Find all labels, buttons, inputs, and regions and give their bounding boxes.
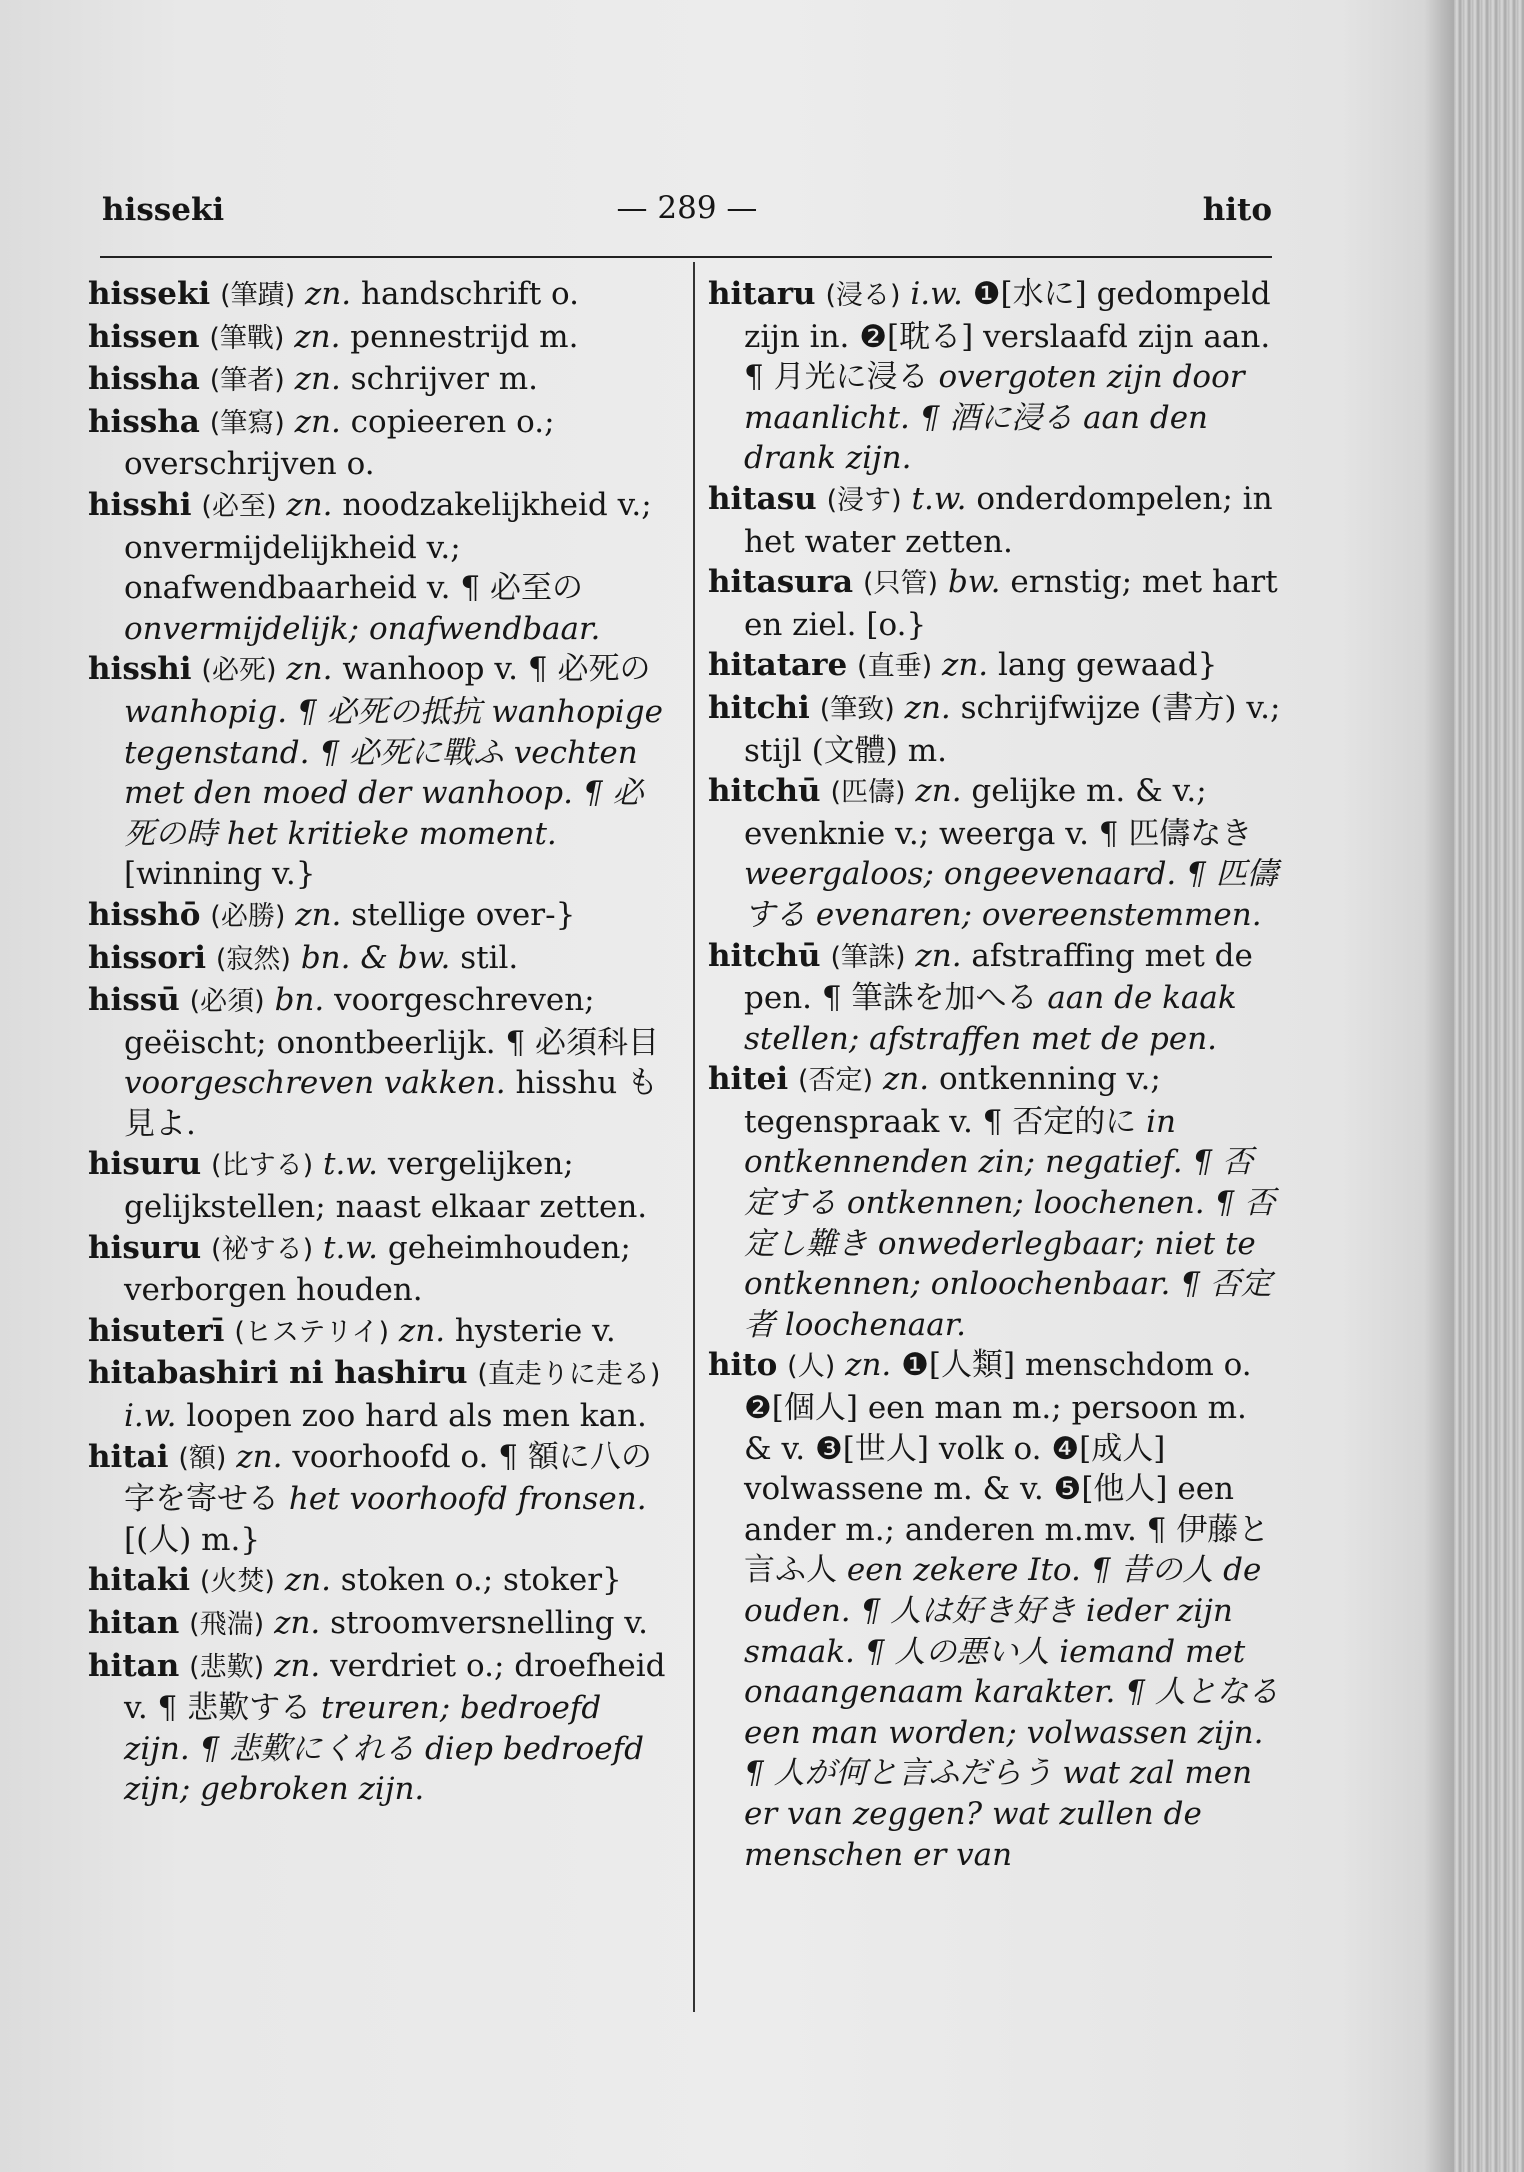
header-rule: [100, 256, 1272, 258]
dictionary-entry: [708, 1345, 1282, 1875]
headword: hisseki: [88, 276, 211, 312]
left-guide-word: hisseki: [102, 192, 225, 228]
dictionary-entry: [88, 1353, 668, 1436]
headword: hitasura: [708, 564, 854, 601]
right-column: [708, 274, 1282, 1875]
definition-text: schrijver m.: [350, 361, 539, 398]
headword: hissha: [88, 361, 200, 398]
headword: hito: [708, 1347, 778, 1384]
dictionary-entry: [708, 771, 1282, 935]
part-of-speech: zn.: [294, 361, 341, 398]
entry-tail: hisshu も見よ.: [124, 1065, 659, 1142]
example-text: in ontkennenden zin; negatief. ¶ 否定する ontkennen; loochenen. ¶ 否定し難き onwederlegbaar; niet te ontkennen; onloochenbaar. ¶ 否定者 loochenaar.: [744, 1103, 1276, 1343]
kanji-form: (只管): [863, 568, 939, 600]
example-text: weergaloos; ongeevenaard. ¶ 匹儔する evenaren; overeenstemmen.: [744, 856, 1278, 933]
dictionary-entry: [88, 1437, 668, 1561]
definition-text: afstraffing met de pen. ¶ 筆誅を加へる: [744, 937, 1253, 1017]
dictionary-entry: [88, 1228, 668, 1311]
gutter-shadow: [1424, 0, 1454, 2172]
part-of-speech: t.w.: [911, 480, 967, 517]
kanji-form: (必須): [189, 986, 265, 1018]
part-of-speech: zn.: [286, 651, 333, 688]
kanji-form: (浸る): [825, 280, 901, 311]
headword: hisshi: [88, 651, 192, 688]
part-of-speech: i.w.: [910, 276, 963, 312]
definition-text: pennestrijd m.: [350, 318, 579, 355]
part-of-speech: zn.: [236, 1438, 283, 1475]
example-text: een zekere Ito. ¶ 昔の人 de ouden. ¶ 人は好き好き ieder zijn smaak. ¶ 人の悪い人 iemand met onaangenaam karakter. ¶ 人となる een man worden; volwassen zijn. ¶ 人が何と言ふだらう wat zal men er van zeggen? wat zullen de menschen er van: [744, 1552, 1279, 1873]
entry-tail: [o.}: [866, 606, 927, 643]
headword: hitasu: [708, 480, 817, 517]
dictionary-entry: [708, 936, 1282, 1060]
definition-text: ❶[人類] menschdom o. ❷[個人] een man m.; persoon m. & v. ❸[世人] volk o. ❹[成人] volwassene m. & v. ❺[他人] een ander m.; anderen m.mv. ¶ 伊藤と言ふ人: [744, 1347, 1270, 1589]
kanji-form: (筆致): [819, 693, 895, 725]
example-text: aan de kaak stellen; afstraffen met de pen.: [744, 980, 1237, 1057]
book-page-edges: [1454, 0, 1524, 2172]
definition-text: onderdompelen; in het water zetten.: [744, 480, 1273, 560]
definition-text: ernstig; met hart en ziel.: [744, 564, 1278, 643]
dictionary-entry: [88, 1646, 668, 1810]
definition-text: stil.: [460, 939, 519, 976]
part-of-speech: zn.: [398, 1312, 446, 1349]
headword: hitatare: [708, 647, 848, 684]
part-of-speech: zn.: [845, 1347, 892, 1384]
headword: hitai: [88, 1438, 169, 1475]
running-head: [102, 192, 1272, 238]
headword: hitchū: [708, 773, 821, 810]
definition-text: voorgeschreven; geëischt; onontbeerlijk. ¶ 必須科目: [124, 982, 660, 1061]
part-of-speech: zn.: [284, 1562, 331, 1599]
definition-text: loopen zoo hard als men kan.: [186, 1398, 647, 1435]
part-of-speech: zn.: [915, 937, 962, 974]
entry-tail: [winning v.}: [124, 856, 316, 893]
part-of-speech: zn.: [294, 403, 341, 440]
definition-text: handschrift o.: [361, 276, 579, 312]
kanji-form: (悲歎): [189, 1651, 265, 1683]
part-of-speech: t.w.: [322, 1229, 379, 1266]
part-of-speech: bw.: [947, 564, 1001, 601]
example-text: treuren; bedroefd zijn. ¶ 悲歎にくれる diep bedroefd zijn; gebroken zijn.: [124, 1690, 644, 1808]
headword: hissori: [88, 939, 207, 976]
dictionary-entry: [88, 1603, 668, 1646]
definition-text: vergelijken; gelijkstellen; naast elkaar zetten.: [124, 1146, 648, 1226]
definition-text: gelijke m. & v.; evenknie v.; weerga v. ¶ 匹儔なき: [744, 773, 1253, 852]
part-of-speech: zn.: [305, 276, 352, 312]
dictionary-entry: [88, 1144, 668, 1227]
dictionary-entry: [708, 479, 1282, 562]
headword: hisshi: [88, 486, 192, 523]
dictionary-entry: [88, 938, 668, 981]
dictionary-entry: [88, 317, 668, 360]
kanji-form: (必死): [201, 655, 277, 687]
kanji-form: (筆戰): [209, 322, 285, 354]
page-number: — 289 —: [616, 190, 758, 226]
definition-text: wanhoop v. ¶ 必死の: [342, 651, 651, 688]
part-of-speech: zn.: [904, 689, 951, 726]
dictionary-entry: [88, 274, 668, 317]
example-text: onvermijdelijk; onafwendbaar.: [124, 610, 601, 647]
headword: hitchi: [708, 689, 810, 726]
definition-text: lang gewaad}: [998, 647, 1218, 684]
dictionary-entry: [88, 649, 668, 895]
headword: hitchū: [708, 937, 821, 974]
example-text: het voorhoofd fronsen.: [288, 1481, 647, 1518]
right-guide-word: hito: [1202, 192, 1272, 228]
part-of-speech: zn.: [295, 896, 342, 933]
kanji-form: (寂然): [215, 943, 291, 975]
example-text: wanhopig. ¶ 必死の抵抗 wanhopige tegenstand. ¶ 必死に戰ふ vechten met den moed der wanhoop. ¶ 必死の時 het kritieke moment.: [124, 693, 663, 852]
kanji-form: (必至): [201, 490, 277, 522]
kanji-form: (火焚): [199, 1566, 275, 1598]
kanji-form: (必勝): [210, 900, 286, 932]
headword: hisshō: [88, 896, 201, 933]
part-of-speech: zn.: [274, 1647, 321, 1684]
dictionary-entry: [708, 562, 1282, 645]
column-divider: [693, 262, 695, 2012]
headword: hisuru: [88, 1146, 202, 1183]
entry-tail: [(人) m.}: [124, 1521, 261, 1558]
headword: hitaki: [88, 1562, 190, 1599]
kanji-form: (直垂): [857, 651, 933, 683]
definition-text: hysterie v.: [454, 1312, 616, 1349]
part-of-speech: zn.: [294, 318, 341, 355]
example-text: overgoten zijn door maanlicht. ¶ 酒に浸る aan den drank zijn.: [744, 359, 1245, 477]
kanji-form: (祕する): [211, 1233, 314, 1265]
definition-text: ontkenning v.; tegenspraak v. ¶ 否定的に: [744, 1061, 1161, 1140]
definition-text: stoken o.; stoker}: [340, 1562, 622, 1599]
part-of-speech: zn.: [274, 1605, 321, 1641]
dictionary-entry: [708, 1059, 1282, 1345]
dictionary-entry: [88, 402, 668, 485]
headword: hitaru: [708, 276, 816, 312]
part-of-speech: i.w.: [124, 1398, 177, 1435]
definition-text: stellige over-}: [351, 896, 576, 933]
part-of-speech: bn.: [274, 982, 325, 1019]
part-of-speech: zn.: [941, 647, 989, 684]
headword: hisuru: [88, 1229, 202, 1266]
definition-text: noodzakelijkheid v.; onvermijdelijkheid v.; onafwendbaarheid v. ¶ 必至の: [124, 486, 652, 607]
dictionary-entry: [88, 980, 668, 1144]
kanji-form: (筆者): [209, 365, 285, 397]
headword: hitabashiri ni hashiru: [88, 1355, 468, 1392]
definition-text: geheimhouden; verborgen houden.: [124, 1229, 631, 1309]
headword: hissen: [88, 318, 200, 355]
headword: hitei: [708, 1061, 789, 1098]
dictionary-entry: [88, 895, 668, 938]
headword: hissū: [88, 982, 180, 1019]
kanji-form: (飛湍): [189, 1609, 265, 1640]
kanji-form: (人): [787, 1351, 836, 1383]
part-of-speech: bn. & bw.: [300, 939, 451, 976]
dictionary-entry: [88, 1311, 668, 1354]
definition-text: verdriet o.; droefheid v. ¶ 悲歎する: [124, 1647, 666, 1727]
part-of-speech: zn.: [915, 773, 962, 810]
kanji-form: (ヒステリイ): [234, 1316, 390, 1348]
part-of-speech: zn.: [286, 486, 333, 523]
definition-text: ❶[水に] gedompeld zijn in. ❷[耽る] verslaafd zijn aan. ¶ 月光に浸る: [744, 276, 1271, 396]
dictionary-entry: [708, 688, 1282, 771]
kanji-form: (浸す): [826, 484, 902, 516]
left-column: [88, 274, 668, 1810]
definition-text: schrijfwijze (書方) v.; stijl (文體) m.: [744, 689, 1281, 769]
kanji-form: (筆蹟): [220, 280, 296, 311]
headword: hitan: [88, 1605, 180, 1641]
headword: hisuterī: [88, 1312, 225, 1349]
kanji-form: (筆誅): [830, 941, 906, 973]
definition-text: copieeren o.; overschrijven o.: [124, 403, 555, 483]
definition-text: voorhoofd o. ¶ 額に八の字を寄せる: [124, 1438, 652, 1518]
dictionary-entry: [708, 274, 1282, 479]
kanji-form: (額): [178, 1442, 227, 1474]
dictionary-entry: [88, 359, 668, 402]
headword: hissha: [88, 403, 200, 440]
kanji-form: (匹儔): [830, 777, 906, 809]
kanji-form: (比する): [211, 1150, 314, 1182]
kanji-form: (直走りに走る): [477, 1359, 661, 1391]
part-of-speech: t.w.: [322, 1146, 379, 1183]
kanji-form: (筆寫): [209, 407, 285, 439]
example-text: voorgeschreven vakken.: [124, 1065, 506, 1102]
definition-text: stroomversnelling v.: [330, 1605, 648, 1641]
part-of-speech: zn.: [882, 1061, 930, 1098]
dictionary-entry: [88, 485, 668, 649]
kanji-form: (否定): [798, 1065, 874, 1097]
dictionary-entry: [88, 1560, 668, 1603]
headword: hitan: [88, 1647, 180, 1684]
dictionary-entry: [708, 645, 1282, 688]
